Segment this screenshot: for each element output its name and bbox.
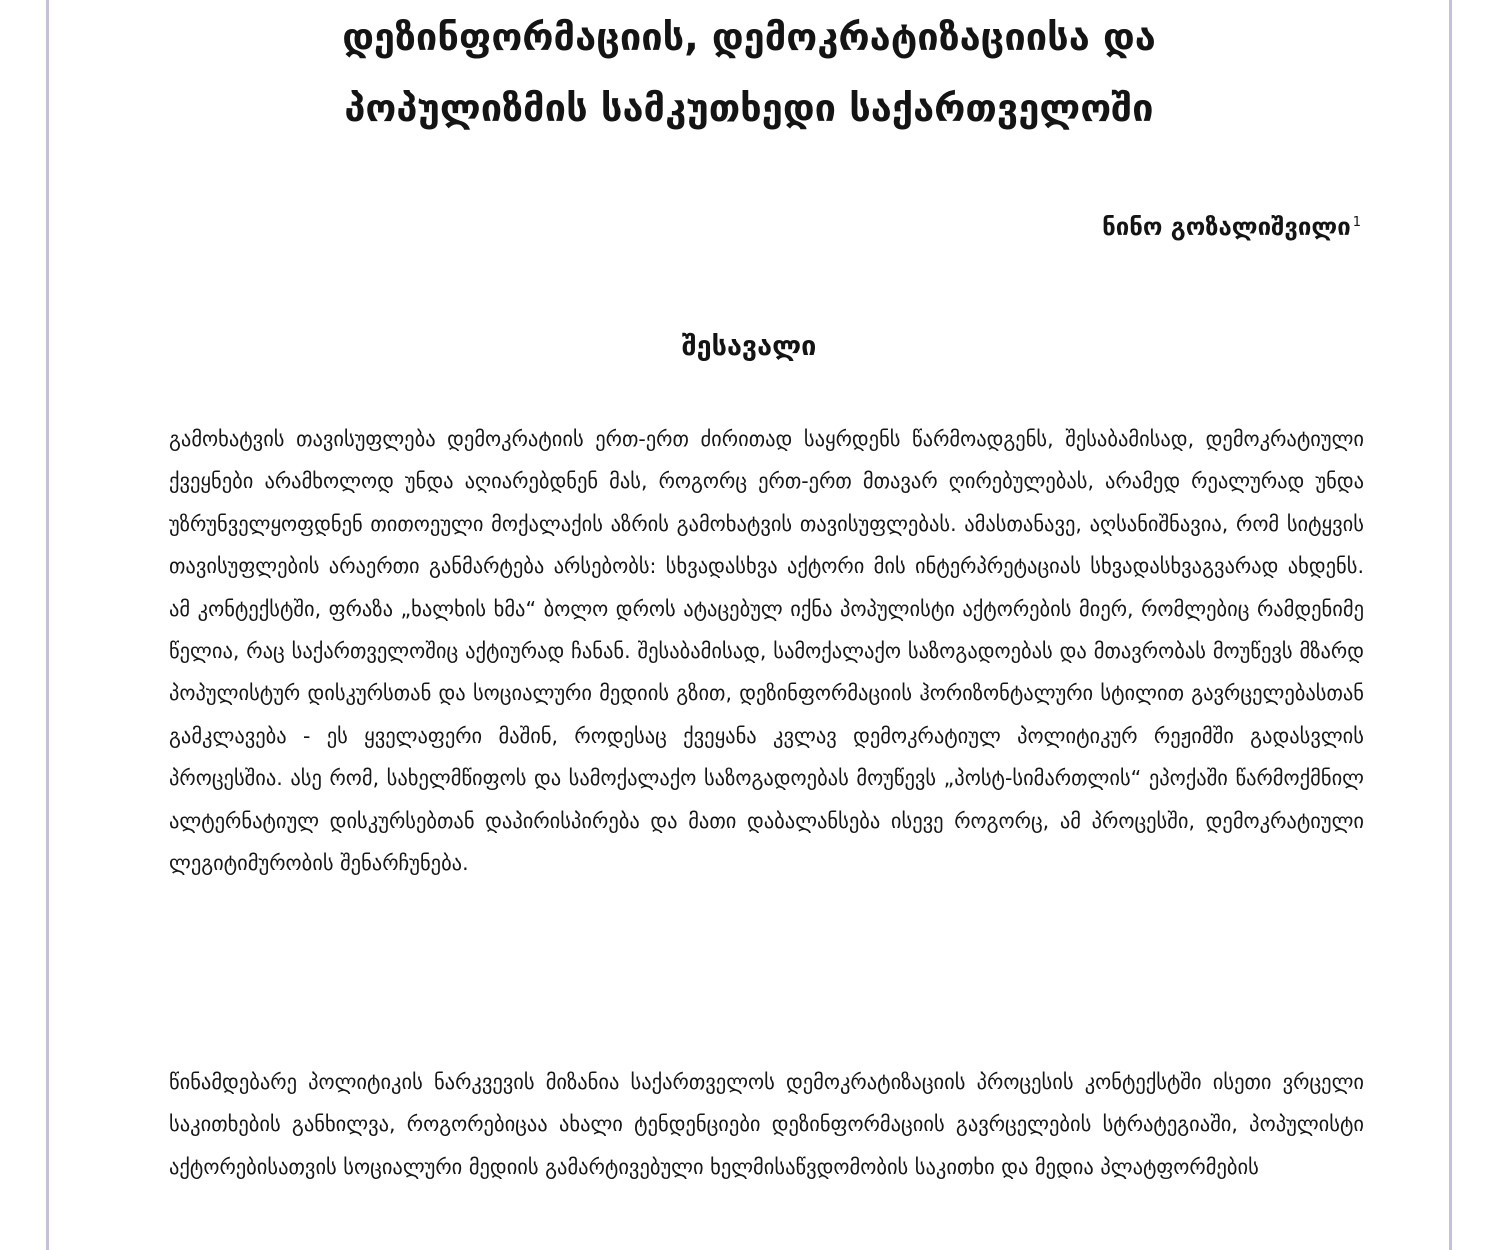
author-name — [1102, 203, 1361, 247]
title-line-1: დეზინფორმაციის, დემოკრატიზაციისა და — [342, 15, 1156, 59]
title-line-2: პოპულიზმის სამკუთხედი საქართველოში — [344, 86, 1154, 130]
body-paragraph: გამოხატვის თავისუფლება დემოკრატიის ერთ-ერთ ძირითად საყრდენს წარმოადგენს, შესაბამისად, დემოკრატიული ქვეყნები არამხოლოდ უნდა აღიარებდნენ მას, როგორც ერთ-ერთ მთავარ ღირებულებას, არამედ რეალურად უნდა უზრუნველყოფდნენ თითოეული მოქალაქის აზრის გამოხატვის თავისუფლებას. ამასთანავე, აღსანიშნავია, რომ სიტყვის თავისუფლების არაერთი განმარტება არსებობს: სხვადასხვა აქტორი მის ინტერპრეტაციას სხვადასხვაგვარად ახდენს. ამ კონტექსტში, ფრაზა „ხალხის ხმა“ ბოლო დროს ატაცებულ იქნა პოპულისტი აქტორების მიერ, რომლებიც რამდენიმე წელია, რაც საქართველოშიც აქტიურად ჩანან. შესაბამისად, სამოქალაქო საზოგადოებას და მთავრობას მოუწევს მზარდ პოპულისტურ დისკურსთან და სოციალური მედიის გზით, დეზინფორმაციის ჰორიზონტალური სტილით გავრცელებასთან გამკლავება - ეს ყველაფერი მაშინ, როდესაც ქვეყანა კვლავ დემოკრატიულ პოლიტიკურ რეჟიმში გადასვლის პროცესშია. ასე რომ, სახელმწიფოს და სამოქალაქო საზოგადოებას მოუწევს „პოსტ-სიმართლის“ ეპოქაში წარმოქმნილ ალტერნატიულ დისკურსებთან დაპირისპირება და მათი დაბალანსება ისევე როგორც, ამ პროცესში, დემოკრატიული ლეგიტიმურობის შენარჩუნება. — [169, 427, 1364, 876]
section-heading: შესავალი — [681, 331, 817, 362]
document-page — [46, 0, 1452, 1250]
document-title — [49, 2, 1449, 144]
body-paragraph: წინამდებარე პოლიტიკის ნარკვევის მიზანია საქართველოს დემოკრატიზაციის პროცესის კონტექსტში ისეთი ვრცელი საკითხების განხილვა, როგორებიცაა ახალი ტენდენციები დეზინფორმაციის გავრცელების სტრატეგიაში, პოპულისტი აქტორებისათვის სოციალური მედიის გამარტივებული ხელმისაწვდომობის საკითხი და მედია პლატფორმების — [169, 1070, 1364, 1179]
footnote-marker[interactable]: 1 — [1352, 215, 1361, 230]
author-text: ნინო გოზალიშვილი — [1102, 213, 1351, 241]
